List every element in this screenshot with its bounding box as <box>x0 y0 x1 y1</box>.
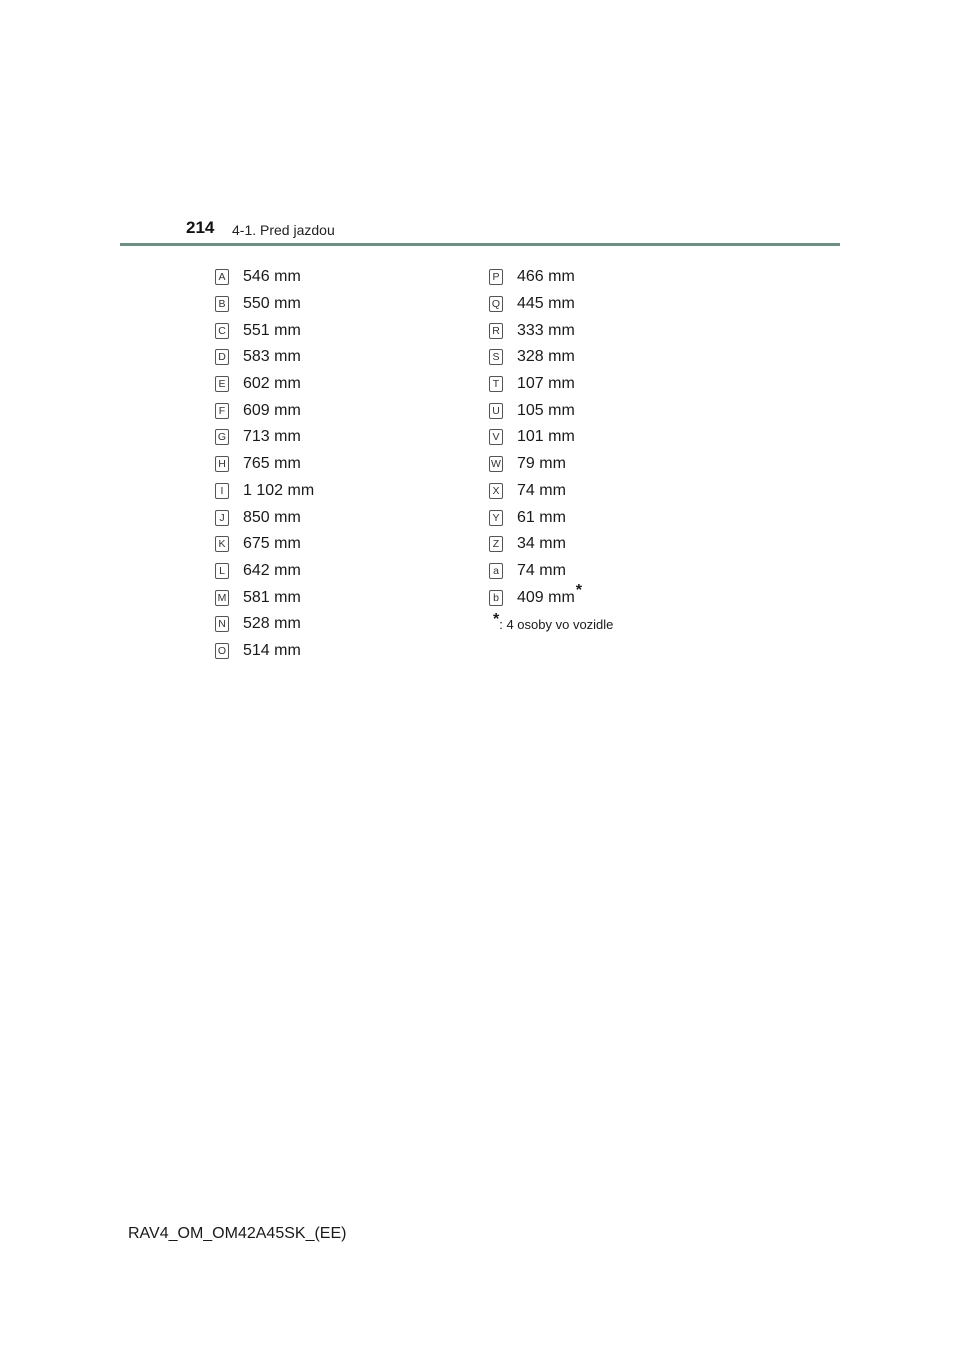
dimension-value: 850 mm <box>243 508 301 526</box>
dimension-row <box>215 291 314 318</box>
dimension-row <box>489 371 613 398</box>
dimension-value: 528 mm <box>243 615 301 633</box>
dimension-value: 602 mm <box>243 375 301 393</box>
marker-lower-b: b <box>489 590 503 606</box>
dimension-list-right <box>489 264 613 638</box>
dimension-row <box>489 264 613 291</box>
asterisk-mark: * <box>575 581 583 599</box>
dimension-row <box>215 584 314 611</box>
dimension-value: 445 mm <box>517 295 575 313</box>
marker-a: A <box>215 269 229 285</box>
marker-b: B <box>215 296 229 312</box>
header-rule <box>120 243 840 246</box>
dimension-row <box>489 581 613 611</box>
dimension-value: 328 mm <box>517 348 575 366</box>
dimension-value: 101 mm <box>517 428 575 446</box>
footnote-text: : 4 osoby vo vozidle <box>499 616 614 632</box>
dimension-value: 713 mm <box>243 428 301 446</box>
dimension-value: 34 mm <box>517 535 566 553</box>
marker-w: W <box>489 456 503 472</box>
dimension-list-left <box>215 264 314 664</box>
dimension-row <box>215 531 314 558</box>
dimension-row <box>489 478 613 505</box>
marker-e: E <box>215 376 229 392</box>
marker-g: G <box>215 429 229 445</box>
marker-j: J <box>215 510 229 526</box>
dimension-value: 105 mm <box>517 401 575 419</box>
dimension-row <box>215 317 314 344</box>
dimension-row <box>489 504 613 531</box>
dimension-row <box>489 317 613 344</box>
dimension-row <box>215 264 314 291</box>
dimension-value: 514 mm <box>243 641 301 659</box>
dimension-value: 765 mm <box>243 455 301 473</box>
dimension-row <box>489 291 613 318</box>
dimension-value: 409 mm <box>517 588 575 606</box>
marker-k: K <box>215 536 229 552</box>
page-number: 214 <box>186 218 215 237</box>
dimension-row <box>215 504 314 531</box>
dimension-value: 74 mm <box>517 481 566 499</box>
dimension-value: 466 mm <box>517 268 575 286</box>
dimension-row <box>215 344 314 371</box>
dimension-row <box>489 397 613 424</box>
marker-n: N <box>215 616 229 632</box>
dimension-row <box>215 424 314 451</box>
marker-u: U <box>489 403 503 419</box>
marker-o: O <box>215 643 229 659</box>
dimension-value: 333 mm <box>517 321 575 339</box>
marker-c: C <box>215 323 229 339</box>
dimension-row <box>489 344 613 371</box>
dimension-row <box>215 478 314 505</box>
marker-t: T <box>489 376 503 392</box>
footnote-asterisk: * <box>493 611 500 629</box>
dimension-row <box>489 558 613 585</box>
marker-lower-a: a <box>489 563 503 579</box>
dimension-value: 79 mm <box>517 455 566 473</box>
dimension-row <box>215 397 314 424</box>
section-title: 4-1. Pred jazdou <box>232 222 335 238</box>
marker-z: Z <box>489 536 503 552</box>
marker-r: R <box>489 323 503 339</box>
dimension-row <box>215 558 314 585</box>
dimension-value: 1 102 mm <box>243 481 315 499</box>
document-code: RAV4_OM_OM42A45SK_(EE) <box>128 1225 347 1242</box>
dimension-value: 551 mm <box>243 321 301 339</box>
marker-v: V <box>489 429 503 445</box>
marker-q: Q <box>489 296 503 312</box>
dimension-value: 675 mm <box>243 535 301 553</box>
marker-h: H <box>215 456 229 472</box>
dimension-row <box>489 531 613 558</box>
marker-f: F <box>215 403 229 419</box>
dimension-value: 546 mm <box>243 268 301 286</box>
dimension-value: 642 mm <box>243 561 301 579</box>
dimension-value: 107 mm <box>517 375 575 393</box>
dimension-row <box>215 611 314 638</box>
footnote <box>489 611 613 638</box>
dimension-value: 61 mm <box>517 508 566 526</box>
marker-p: P <box>489 269 503 285</box>
marker-i: I <box>215 483 229 499</box>
dimension-value: 581 mm <box>243 588 301 606</box>
marker-l: L <box>215 563 229 579</box>
dimension-value: 74 mm <box>517 561 566 579</box>
marker-s: S <box>489 349 503 365</box>
marker-x: X <box>489 483 503 499</box>
dimension-row <box>489 424 613 451</box>
dimension-value: 583 mm <box>243 348 301 366</box>
marker-d: D <box>215 349 229 365</box>
dimension-row <box>489 451 613 478</box>
marker-y: Y <box>489 510 503 526</box>
dimension-row <box>215 638 314 665</box>
dimension-value: 550 mm <box>243 295 301 313</box>
dimension-row <box>215 451 314 478</box>
dimension-row <box>215 371 314 398</box>
marker-m: M <box>215 590 229 606</box>
dimension-value: 609 mm <box>243 401 301 419</box>
